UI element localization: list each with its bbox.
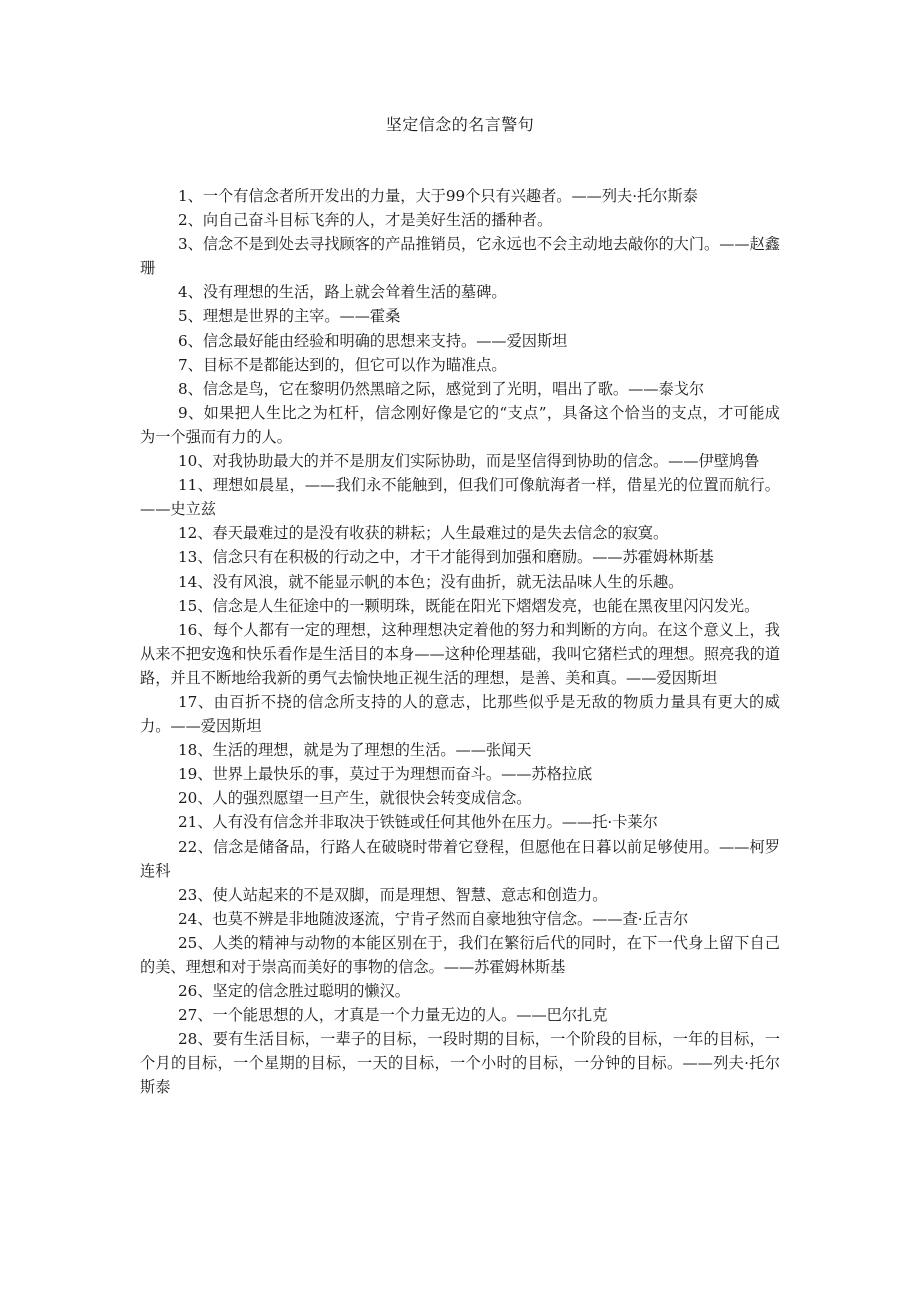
- quote-item: 28、要有生活目标，一辈子的目标，一段时期的目标，一个阶段的目标，一年的目标，一个月的目标，一个星期的目标，一天的目标，一个小时的目标，一分钟的目标。——列夫·托尔斯泰: [140, 1030, 780, 1097]
- quote-item: 14、没有风浪，就不能显示帆的本色；没有曲折，就无法品味人生的乐趣。: [178, 572, 684, 591]
- quote-item: 4、没有理想的生活，路上就会耸着生活的墓碑。: [178, 283, 507, 302]
- quote-item: 5、理想是世界的主宰。——霍桑: [178, 307, 401, 326]
- quote-item: 7、目标不是都能达到的，但它可以作为瞄准点。: [178, 355, 507, 374]
- quote-item: 20、人的强烈愿望一旦产生，就很快会转变成信念。: [178, 789, 532, 808]
- quote-item: 19、世界上最快乐的事，莫过于为理想而奋斗。——苏格拉底: [178, 765, 593, 784]
- quote-item: 8、信念是鸟，它在黎明仍然黑暗之际，感觉到了光明，唱出了歌。——泰戈尔: [178, 379, 705, 398]
- quote-item: 13、信念只有在积极的行动之中，才干才能得到加强和磨励。——苏霍姆林斯基: [178, 548, 714, 567]
- quote-item: 22、信念是储备品，行路人在破晓时带着它登程，但愿他在日暮以前足够使用。——柯罗连科: [140, 837, 780, 880]
- quote-item: 9、如果把人生比之为杠杆，信念刚好像是它的“支点”，具备这个恰当的支点，才可能成为一个强而有力的人。: [140, 403, 780, 446]
- quote-item: 25、人类的精神与动物的本能区别在于，我们在繁衍后代的同时，在下一代身上留下自己的美、理想和对于崇高而美好的事物的信念。——苏霍姆林斯基: [140, 933, 780, 976]
- quote-item: 2、向自己奋斗目标飞奔的人，才是美好生活的播种者。: [178, 211, 553, 230]
- quote-item: 6、信念最好能由经验和明确的思想来支持。——爱因斯坦: [178, 331, 568, 350]
- quote-item: 16、每个人都有一定的理想，这种理想决定着他的努力和判断的方向。在这个意义上，我从来不把安逸和快乐看作是生活目的本身——这种伦理基础，我叫它猪栏式的理想。照亮我的道路，并且不断地给我新的勇气去愉快地正视生活的理想，是善、美和真。——爱因斯坦: [140, 620, 780, 687]
- quote-item: 27、一个能思想的人，才真是一个力量无边的人。——巴尔扎克: [178, 1006, 608, 1025]
- quote-item: 18、生活的理想，就是为了理想的生活。——张闻天: [178, 741, 532, 760]
- quote-item: 24、也莫不辨是非地随波逐流，宁肯孑然而自豪地独守信念。——查·丘吉尔: [178, 909, 689, 928]
- quote-item: 3、信念不是到处去寻找顾客的产品推销员，它永远也不会主动地去敲你的大门。——赵鑫珊: [140, 235, 780, 278]
- quote-item: 17、由百折不挠的信念所支持的人的意志，比那些似乎是无敌的物质力量具有更大的威力。——爱因斯坦: [140, 692, 780, 736]
- quote-list: [140, 184, 780, 1100]
- quote-item: 11、理想如晨星，——我们永不能触到，但我们可像航海者一样，借星光的位置而航行。——史立兹: [140, 476, 780, 519]
- quote-item: 23、使人站起来的不是双脚，而是理想、智慧、意志和创造力。: [178, 885, 608, 904]
- page-title: 坚定信念的名言警句: [385, 115, 535, 134]
- quote-item: 10、对我协助最大的并不是朋友们实际协助，而是坚信得到协助的信念。——伊壁鸠鲁: [178, 452, 760, 471]
- quote-item: 12、春天最难过的是没有收获的耕耘；人生最难过的是失去信念的寂寞。: [178, 524, 669, 543]
- quote-item: 26、坚定的信念胜过聪明的懒汉。: [178, 982, 410, 1001]
- quote-item: 21、人有没有信念并非取决于铁链或任何其他外在压力。——托·卡莱尔: [178, 813, 658, 832]
- quote-item: 15、信念是人生征途中的一颗明珠，既能在阳光下熠熠发亮，也能在黑夜里闪闪发光。: [178, 596, 760, 615]
- quote-item: 1、一个有信念者所开发出的力量，大于99个只有兴趣者。——列夫·托尔斯泰: [178, 187, 698, 205]
